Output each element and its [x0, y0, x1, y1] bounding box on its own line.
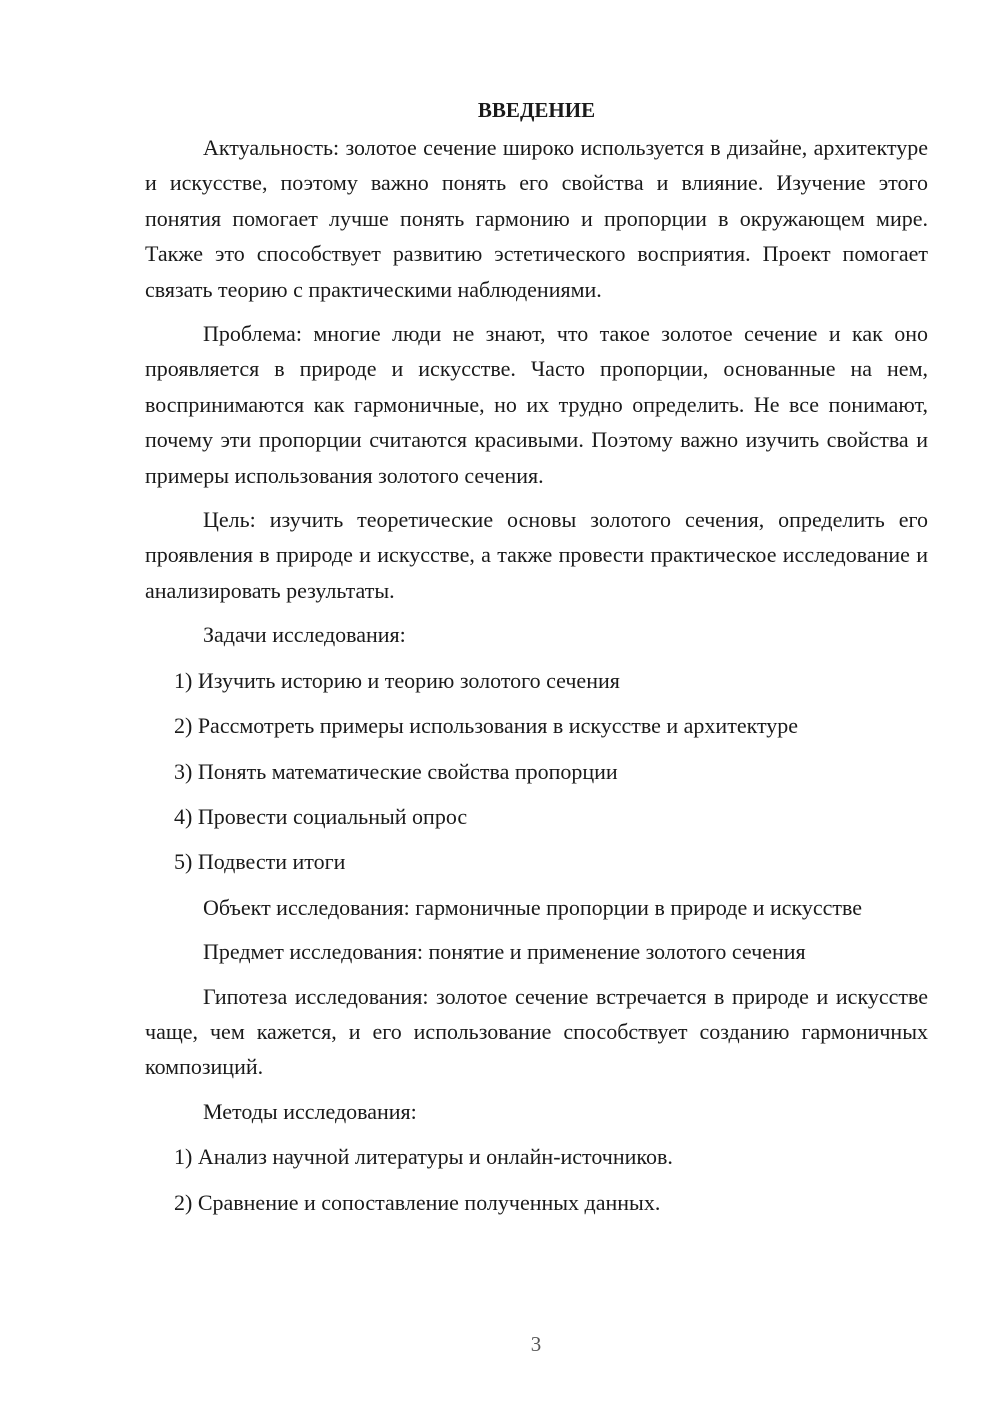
list-item: 2) Рассмотреть примеры использования в искусстве и архитектуре	[174, 713, 799, 739]
hypothesis-paragraph: Гипотеза исследования: золотое сечение встречается в природе и искусстве чаще, чем кажется, и его использование способствует созданию гармоничных композиций.	[145, 983, 928, 1080]
list-item: 3) Понять математические свойства пропорции	[174, 758, 618, 784]
relevance-paragraph: Актуальность: золотое сечение широко используется в дизайне, архитектуре и искусстве, поэтому важно понять его свойства и влияние. Изучение этого понятия помогает лучше понять гармонию и пропорции в окружающем мире. Также это способствует развитию эстетического восприятия. Проект помогает связать теорию с практическими наблюдениями.	[145, 135, 928, 302]
page-number: 3	[530, 1332, 542, 1356]
tasks-list	[145, 663, 928, 880]
goal-paragraph: Цель: изучить теоретические основы золотого сечения, определить его проявления в природе и искусстве, а также провести практическое исследование и анализировать результаты.	[145, 507, 928, 603]
tasks-heading: Задачи исследования:	[203, 622, 406, 648]
list-item: 1) Изучить историю и теорию золотого сечения	[174, 667, 620, 693]
subject-paragraph: Предмет исследования: понятие и применение золотого сечения	[203, 939, 806, 965]
list-item: 1) Анализ научной литературы и онлайн-источников.	[174, 1144, 673, 1170]
problem-paragraph: Проблема: многие люди не знают, что такое золотое сечение и как оно проявляется в природе и искусстве. Часто пропорции, основанные на нем, воспринимаются как гармоничные, но их трудно определить. Не все понимают, почему эти пропорции считаются красивыми. Поэтому важно изучить свойства и примеры использования золотого сечения.	[145, 321, 928, 488]
list-item: 4) Провести социальный опрос	[174, 803, 468, 829]
list-item: 2) Сравнение и сопоставление полученных данных.	[174, 1189, 661, 1215]
methods-heading: Методы исследования:	[203, 1098, 417, 1124]
document-page	[145, 92, 928, 1230]
list-item: 5) Подвести итоги	[174, 849, 346, 875]
object-paragraph: Объект исследования: гармоничные пропорции в природе и искусстве	[203, 894, 863, 920]
page-title: ВВЕДЕНИЕ	[477, 98, 596, 122]
methods-list	[145, 1139, 928, 1220]
